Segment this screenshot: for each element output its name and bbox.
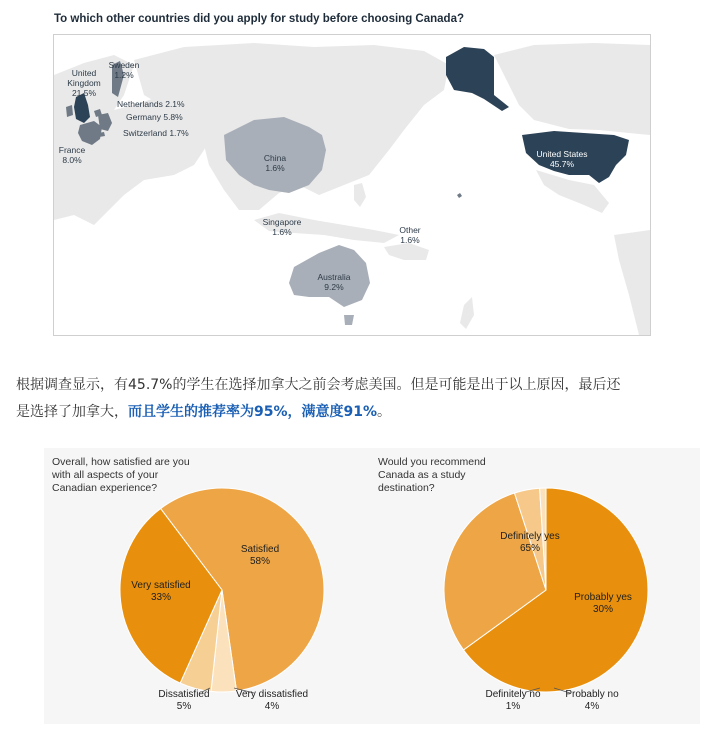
label-very-dissatisfied: Very dissatisfied 4% [235, 689, 309, 712]
recommend-pie-panel [370, 448, 700, 724]
article-line-2 [16, 399, 706, 426]
world-map-svg [54, 35, 650, 335]
article-highlight: 而且学生的推荐率为95%，满意度91% [128, 404, 378, 420]
article-line-1: 根据调查显示，有45.7%的学生在选择加拿大之前会考虑美国。但是可能是出于以上原因，最后还 [16, 377, 621, 393]
satisfaction-question: Overall, how satisfied are you with all aspects of your Canadian experience? [52, 456, 190, 494]
label-switzerland: Switzerland 1.7% [123, 128, 189, 138]
country-ireland [66, 105, 73, 117]
satisfaction-pie-svg [44, 448, 374, 724]
label-china: China 1.6% [263, 153, 287, 173]
label-united-states: United States 45.7% [536, 149, 588, 169]
country-tasmania [344, 315, 354, 325]
landmass-philippines [354, 183, 366, 207]
recommend-pie-svg [370, 448, 700, 724]
label-australia: Australia 9.2% [317, 272, 351, 292]
country-hawaii [457, 193, 462, 198]
label-singapore: Singapore 1.6% [262, 217, 302, 237]
label-sweden: Sweden 1.2% [108, 60, 140, 80]
label-netherlands: Netherlands 2.1% [117, 99, 185, 109]
label-france: France 8.0% [58, 145, 86, 165]
label-united-kingdom: United Kingdom 21.5% [67, 68, 101, 98]
recommend-pie [444, 488, 648, 693]
recommend-question: Would you recommend Canada as a study destination? [378, 456, 486, 494]
label-very-satisfied: Very satisfied 33% [131, 580, 191, 603]
satisfaction-pie-panel [44, 448, 374, 724]
label-definitely-no: Definitely no 1% [485, 689, 541, 712]
article-line-2-prefix: 是选择了加拿大， [16, 404, 128, 420]
label-other: Other 1.6% [399, 225, 421, 245]
landmass-new-guinea [384, 243, 429, 260]
label-germany: Germany 5.8% [126, 112, 183, 122]
label-satisfied: Satisfied 58% [240, 544, 280, 567]
article-paragraph [16, 372, 706, 426]
landmass-new-zealand [460, 297, 474, 329]
article-line-2-suffix: 。 [377, 404, 392, 420]
world-map [53, 34, 651, 336]
landmass-canada [494, 43, 650, 135]
label-probably-no: Probably no 4% [565, 689, 619, 712]
label-definitely-yes: Definitely yes 65% [500, 531, 560, 554]
label-dissatisfied: Dissatisfied 5% [158, 689, 210, 712]
landmass-south-america [614, 230, 650, 335]
label-probably-yes: Probably yes 30% [574, 592, 632, 615]
map-title: To which other countries did you apply for study before choosing Canada? [54, 13, 464, 25]
